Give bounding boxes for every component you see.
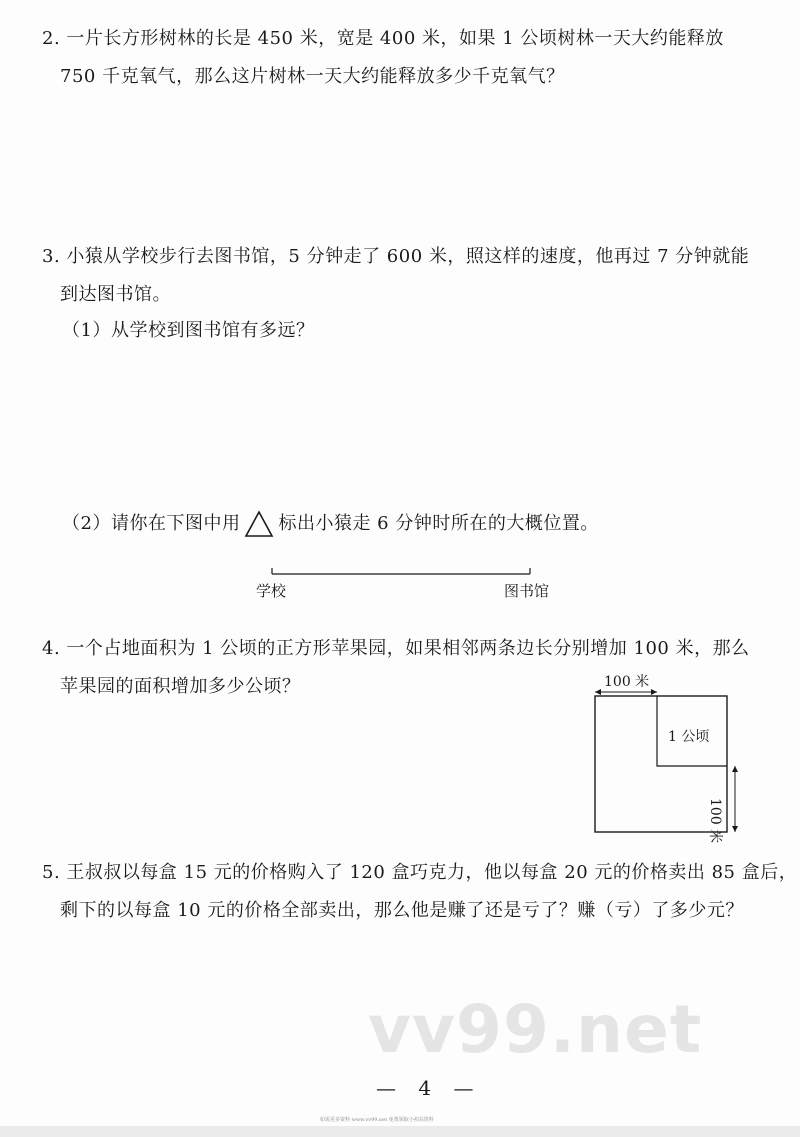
question-4-line-2: 苹果园的面积增加多少公顷？ (60, 676, 301, 697)
route-end-label: 图书馆 (504, 582, 550, 600)
top-arrow-right (651, 689, 657, 695)
right-arrow-bottom (732, 826, 738, 832)
right-arrow-top (732, 766, 738, 772)
question-3-line-1: 3. 小猿从学校步行去图书馆，5 分钟走了 600 米，照这样的速度，他再过 7 分钟就能 (42, 246, 750, 267)
footer-note: 如需更多资料 www.vv99.net 免费领取小初高资料 (320, 1117, 434, 1123)
top-arrow-left (595, 689, 601, 695)
figure-right-dimension-label: 100 米 (707, 798, 723, 844)
triangle-icon (244, 510, 274, 538)
question-2-line-1: 2. 一片长方形树林的长是 450 米，宽是 400 米，如果 1 公顷树林一天大约能释放 (42, 28, 724, 49)
bottom-edge-strip (0, 1126, 800, 1137)
subquestion-2-text-before: （2）请你在下图中用 (62, 513, 241, 534)
orchard-diagram (585, 672, 755, 838)
question-5-line-2: 剩下的以每盒 10 元的价格全部卖出，那么他是赚了还是亏了？赚（亏）了多少元？ (60, 900, 744, 921)
page-number: — 4 — (376, 1076, 482, 1100)
figure-area-label: 1 公顷 (668, 729, 710, 745)
question-4-line-1: 4. 一个占地面积为 1 公顷的正方形苹果园，如果相邻两条边长分别增加 100 米，那么 (42, 638, 750, 659)
subquestion-2-text-after: 标出小猿走 6 分钟时所在的大概位置。 (278, 513, 599, 534)
route-line-diagram (240, 560, 540, 582)
question-3-line-2: 到达图书馆。 (60, 284, 171, 305)
question-5-line-1: 5. 王叔叔以每盒 15 元的价格购入了 120 盒巧克力，他以每盒 20 元的价格卖出 85 盒后， (42, 862, 798, 883)
question-2-line-2: 750 千克氧气，那么这片树林一天大约能释放多少千克氧气？ (60, 66, 565, 87)
watermark: vv99.net (368, 991, 703, 1068)
question-3-subquestion-1: （1）从学校到图书馆有多远？ (62, 320, 315, 341)
question-3-subquestion-2 (62, 510, 599, 538)
figure-top-dimension-label: 100 米 (604, 674, 650, 690)
route-start-label: 学校 (256, 582, 287, 600)
